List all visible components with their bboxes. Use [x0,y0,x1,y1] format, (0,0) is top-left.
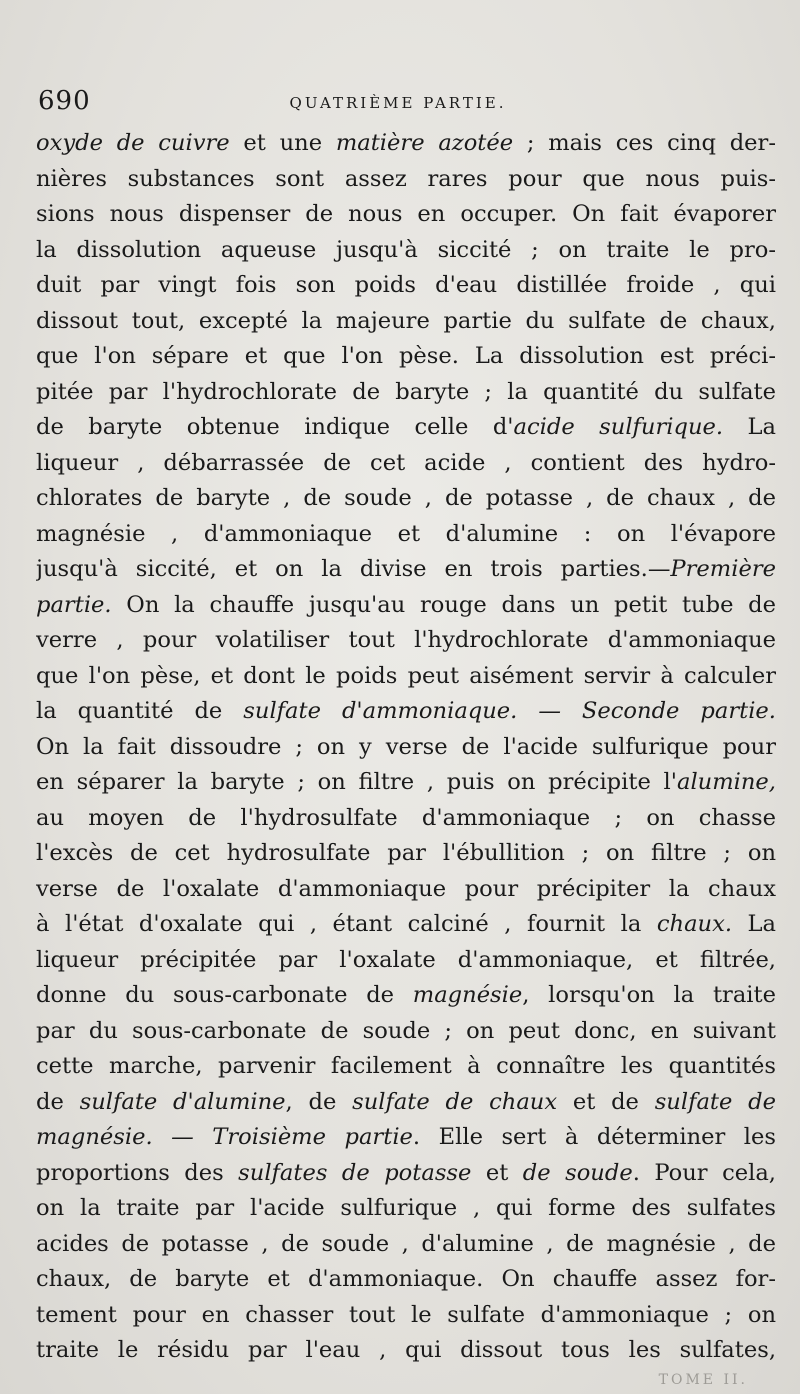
text-run: et [471,1159,523,1186]
text-run: en séparer la baryte ; on filtre , puis on précipite l' [36,769,677,795]
italic-run: partie. [36,591,112,618]
text-run: que l'on sépare et que l'on pèse. La dissolution est préci- [36,343,776,369]
text-run: acides de potasse , de soude , d'alumine , de magnésie , de [36,1230,776,1257]
text-line [36,765,776,801]
text-run: duit par vingt fois son poids d'eau distillée froide , qui [36,272,776,298]
text-line [36,694,776,730]
text-line [36,978,776,1014]
text-line [36,943,776,979]
italic-run: alumine, [676,769,776,795]
text-line [36,1333,776,1369]
text-line [36,446,776,482]
text-line [36,801,776,837]
text-line [36,304,776,340]
italic-run: matière azotée [335,130,514,156]
text-line [36,623,776,659]
text-run: verre , pour volatiliser tout l'hydrochlorate d'ammoniaque [36,627,776,653]
text-run: ; mais ces cinq der- [513,130,776,156]
text-run: cette marche, parvenir facilement à connaître les quantités [36,1053,776,1079]
text-line [36,1191,776,1227]
text-run: de baryte obtenue indique celle d' [36,414,514,440]
italic-run: de soude [522,1159,633,1186]
text-line [36,1298,776,1334]
text-run: . Elle sert à déterminer les [412,1124,776,1150]
text-run: par du sous-carbonate de soude ; on peut donc, en suivant [36,1017,776,1044]
text-run: La [732,911,776,937]
text-line [36,730,776,766]
italic-run: sulfate d'alumine [79,1088,286,1115]
text-run: nières substances sont assez rares pour que nous puis- [36,165,776,192]
text-run: On la chauffe jusqu'au rouge dans un petit tube de [111,591,776,618]
text-run: chlorates de baryte , de soude , de potasse , de chaux , de [36,485,776,511]
text-line [36,410,776,446]
text-run: de [36,1088,80,1115]
text-run: à l'état d'oxalate qui , étant calciné , fournit la [36,911,657,937]
text-line [36,162,776,198]
text-run: au moyen de l'hydrosulfate d'ammoniaque ; on chasse [36,804,776,831]
text-run: chaux, de baryte et d'ammoniaque. On chauffe assez for- [36,1266,776,1292]
text-run: , lorsqu'on la traite [522,982,776,1008]
text-run: pitée par l'hydrochlorate de baryte ; la quantité du sulfate [36,378,776,405]
text-line [36,339,776,375]
text-run: jusqu'à siccité, et on la divise en trois parties.— [36,556,671,582]
text-line [36,1120,776,1156]
text-run: magnésie , d'ammoniaque et d'alumine : on l'évapore [36,520,776,547]
text-run: verse de l'oxalate d'ammoniaque pour précipiter la chaux [36,875,776,902]
text-run: La [723,414,776,440]
text-line [36,1156,776,1192]
text-line [36,126,776,162]
text-line [36,552,776,588]
text-run: , de [285,1088,353,1115]
italic-run: sulfates de potasse [238,1159,472,1186]
text-line [36,588,776,624]
page-header [38,86,758,116]
text-line [36,1085,776,1121]
body-paragraph [36,126,776,1369]
text-run: liqueur précipitée par l'oxalate d'ammoniaque, et filtrée, [36,946,776,973]
signature-mark: TOME II. [658,1372,748,1388]
text-run: dissout tout, excepté la majeure partie du sulfate de chaux, [36,307,776,334]
text-run: liqueur , débarrassée de cet acide , contient des hydro- [36,449,776,476]
text-run: on la traite par l'acide sulfurique , qui forme des sulfates [36,1195,776,1221]
text-line [36,659,776,695]
running-head: QUATRIÈME PARTIE. [289,94,507,112]
text-run: la dissolution aqueuse jusqu'à siccité ; on traite le pro- [36,236,776,263]
text-line [36,375,776,411]
italic-run: sulfate d'ammoniaque. — Seconde partie. [243,698,776,724]
page-number: 690 [38,86,91,116]
text-run: On la fait dissoudre ; on y verse de l'acide sulfurique pour [36,733,776,760]
text-line [36,1049,776,1085]
text-run: proportions des [36,1159,239,1186]
text-line [36,907,776,943]
text-line [36,233,776,269]
italic-run: chaux. [656,911,733,937]
text-line [36,1262,776,1298]
text-run: la quantité de [36,698,244,724]
italic-run: acide sulfurique. [513,414,724,440]
text-line [36,517,776,553]
italic-run: sulfate de [654,1088,776,1115]
italic-run: magnésie. — Troisième partie [36,1124,413,1150]
text-run: donne du sous-carbonate de [36,982,413,1008]
text-run: l'excès de cet hydrosulfate par l'ébullition ; on filtre ; on [36,840,776,866]
text-run: et de [557,1088,655,1115]
text-line [36,1014,776,1050]
italic-run: magnésie [412,982,523,1008]
text-run: . Pour cela, [632,1159,776,1186]
italic-run: sulfate de chaux [352,1088,558,1115]
text-run: que l'on pèse, et dont le poids peut aisément servir à calculer [36,662,776,689]
text-run: sions nous dispenser de nous en occuper. On fait évaporer [36,201,776,227]
text-line [36,268,776,304]
italic-run: oxyde de cuivre [36,130,230,156]
italic-run: Première [670,556,776,582]
text-line [36,872,776,908]
text-line [36,197,776,233]
text-run: traite le résidu par l'eau , qui dissout tous les sulfates, [36,1337,776,1363]
text-run: tement pour en chasser tout le sulfate d'ammoniaque ; on [36,1301,776,1328]
text-line [36,481,776,517]
text-line [36,1227,776,1263]
text-line [36,836,776,872]
text-run: et une [229,130,336,156]
